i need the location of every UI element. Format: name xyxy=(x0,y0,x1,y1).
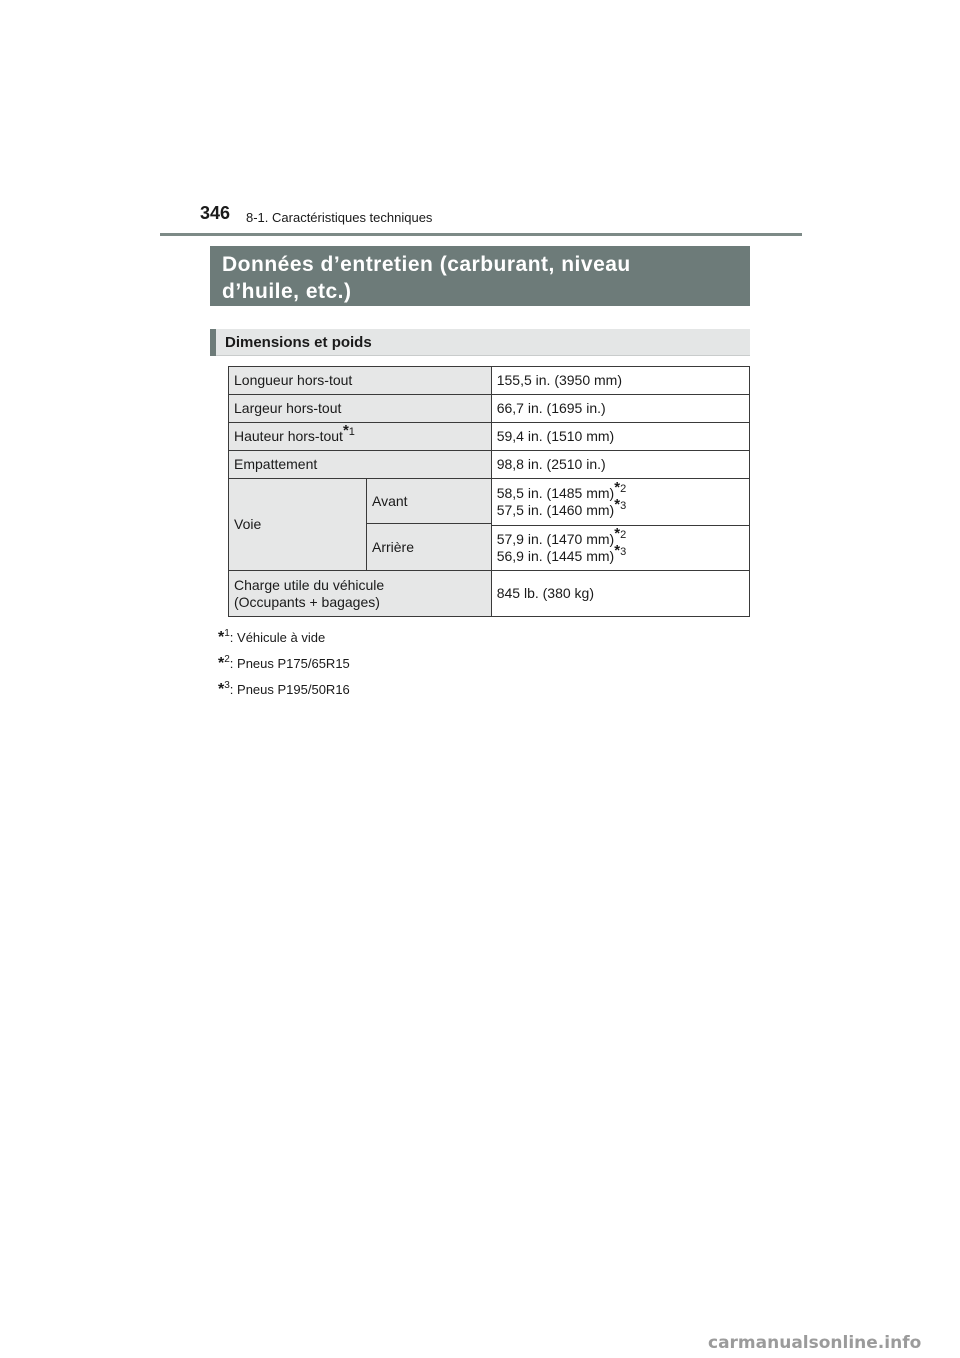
footnotes xyxy=(218,624,350,702)
value-line xyxy=(496,542,744,565)
footnote-marker xyxy=(614,479,627,497)
value-text: 57,5 in. (1460 mm) xyxy=(496,501,615,518)
value-text: 58,5 in. (1485 mm) xyxy=(496,484,615,501)
footnote-star: * xyxy=(342,422,349,440)
footnote-number: 1 xyxy=(224,628,230,639)
table-row xyxy=(229,395,750,423)
table-row xyxy=(229,367,750,395)
voie-avant-values xyxy=(491,479,749,526)
footnote-number: 3 xyxy=(620,546,627,559)
table-row xyxy=(229,423,750,451)
row-label: Empattement xyxy=(229,451,492,479)
voie-arriere-values xyxy=(491,525,749,571)
footnote-marker xyxy=(614,525,627,543)
footnote-star: * xyxy=(218,681,225,698)
section-title xyxy=(210,246,750,306)
charge-label-line2: (Occupants + bagages) xyxy=(234,593,380,610)
charge-value: 845 lb. (380 kg) xyxy=(491,571,749,617)
footnote-number: 2 xyxy=(224,654,230,665)
header-divider xyxy=(160,233,802,236)
charge-label-line1: Charge utile du véhicule xyxy=(234,576,385,593)
footnote-number: 1 xyxy=(348,426,355,439)
footnote-star: * xyxy=(614,542,621,560)
footnote-number: 2 xyxy=(620,529,627,542)
row-value: 59,4 in. (1510 mm) xyxy=(491,423,749,451)
subheading-text: Dimensions et poids xyxy=(225,334,372,351)
dimensions-table xyxy=(228,366,750,617)
subheading-accent xyxy=(210,329,216,356)
row-value: 66,7 in. (1695 in.) xyxy=(491,395,749,423)
footnote-marker xyxy=(614,496,627,514)
section-title-line2: d’huile, etc.) xyxy=(222,280,352,303)
footnote-text: : Pneus P175/65R15 xyxy=(229,656,350,671)
watermark: carmanualsonline.info xyxy=(708,1333,922,1353)
row-label: Hauteur hors-tout xyxy=(234,428,343,444)
table-row xyxy=(229,451,750,479)
footnote-star: * xyxy=(614,525,621,543)
footnote-star: * xyxy=(614,496,621,514)
footnote-number: 3 xyxy=(620,500,627,513)
section-title-line1: Données d’entretien (carburant, niveau xyxy=(222,253,631,276)
footnote-text: : Véhicule à vide xyxy=(229,630,326,645)
subheading-bar xyxy=(210,329,750,356)
voie-cell xyxy=(229,479,492,571)
value-text: 56,9 in. (1445 mm) xyxy=(496,547,615,564)
row-value: 98,8 in. (2510 in.) xyxy=(491,451,749,479)
row-label-with-note xyxy=(229,423,492,451)
footnote-marker xyxy=(342,422,355,440)
footnote-text: : Pneus P195/50R16 xyxy=(229,682,350,697)
row-label: Longueur hors-tout xyxy=(229,367,492,395)
footnote-item xyxy=(218,650,350,676)
voie-label: Voie xyxy=(229,479,367,570)
page-number: 346 xyxy=(200,203,231,223)
footnote-star: * xyxy=(614,479,621,497)
footnote-star: * xyxy=(218,655,225,672)
footnote-item xyxy=(218,624,350,650)
value-line xyxy=(496,496,744,519)
charge-label xyxy=(229,571,492,617)
footnote-number: 2 xyxy=(620,483,627,496)
table-row xyxy=(229,479,750,526)
footnote-marker xyxy=(614,542,627,560)
row-value: 155,5 in. (3950 mm) xyxy=(491,367,749,395)
row-label: Largeur hors-tout xyxy=(229,395,492,423)
footnote-number: 3 xyxy=(224,680,230,691)
footnote-item xyxy=(218,676,350,702)
voie-arriere-label: Arrière xyxy=(372,538,415,555)
value-text: 57,9 in. (1470 mm) xyxy=(496,530,615,547)
voie-avant-label: Avant xyxy=(367,479,491,524)
section-reference: 8-1. Caractéristiques techniques xyxy=(246,210,433,225)
table-row xyxy=(229,571,750,617)
footnote-star: * xyxy=(218,629,225,646)
